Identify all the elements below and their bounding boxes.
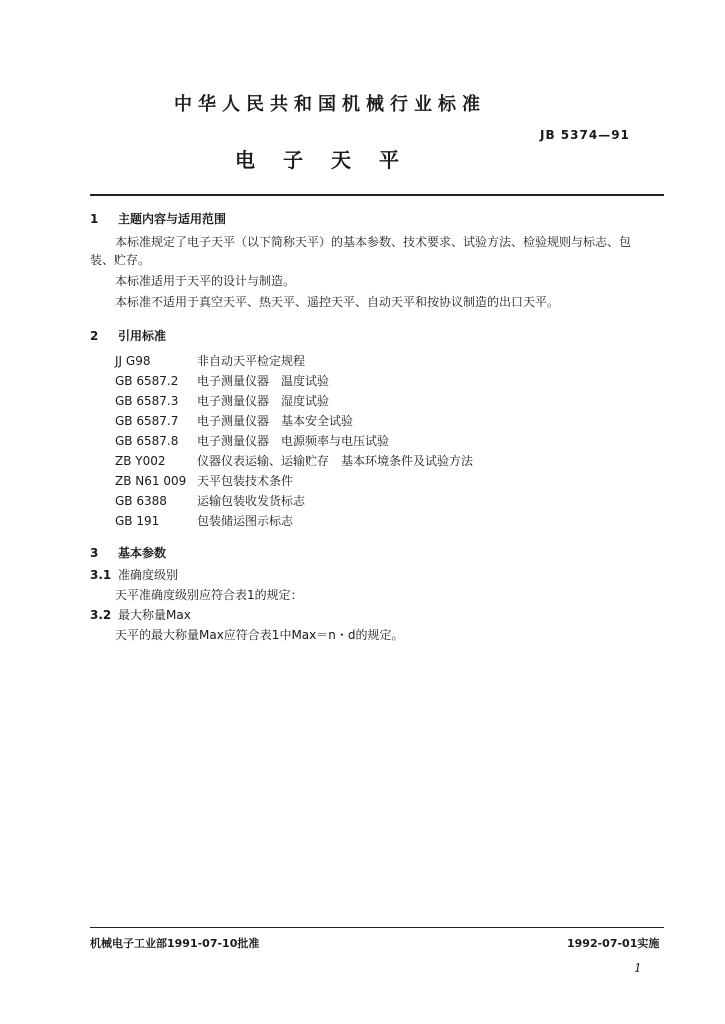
reference-title: 仪器仪表运输、运输贮存 基本环境条件及试验方法 — [197, 454, 474, 468]
reference-title: 包装储运图示标志 — [197, 514, 294, 528]
reference-row — [115, 352, 305, 370]
page-number: 1 — [634, 961, 642, 975]
reference-row — [115, 372, 329, 390]
reference-row — [115, 512, 293, 530]
section-1-para2: 本标准适用于天平的设计与制造。 — [115, 274, 296, 288]
reference-code: GB 191 — [115, 514, 160, 528]
reference-code: ZB Y002 — [115, 454, 166, 468]
subsection-title: 准确度级别 — [118, 568, 179, 582]
reference-code: JJ G98 — [115, 354, 151, 368]
reference-title: 非自动天平检定规程 — [197, 354, 306, 368]
reference-code: GB 6587.7 — [115, 414, 179, 428]
reference-title: 电子测量仪器 湿度试验 — [197, 394, 330, 408]
section-1-para1-line2: 装、贮存。 — [90, 253, 151, 267]
reference-title: 电子测量仪器 基本安全试验 — [197, 414, 354, 428]
section-1-heading — [90, 210, 226, 227]
approval-note: 机械电子工业部1991-07-10批准 — [90, 937, 260, 950]
subsection-3-1-text: 天平准确度级别应符合表1的规定： — [115, 588, 303, 602]
reference-title: 电子测量仪器 温度试验 — [197, 374, 330, 388]
standard-code: JB 5374—91 — [540, 128, 630, 142]
implementation-date: 1992-07-01实施 — [567, 937, 660, 950]
subsection-title: 最大称量Max — [118, 608, 191, 622]
section-3-heading — [90, 544, 166, 561]
reference-row — [115, 412, 353, 430]
section-title: 基本参数 — [118, 546, 167, 560]
subsection-number: 3.1 — [90, 568, 112, 582]
header-rule — [90, 194, 664, 196]
section-number: 3 — [90, 546, 99, 560]
subsection-3-2-text: 天平的最大称量Max应符合表1中Max＝n・d的规定。 — [115, 628, 404, 642]
reference-row — [115, 432, 389, 450]
reference-code: GB 6587.8 — [115, 434, 179, 448]
subsection-3-1-heading — [90, 566, 178, 584]
section-title: 引用标准 — [118, 329, 167, 343]
reference-code: GB 6587.3 — [115, 394, 179, 408]
reference-title: 运输包装收发货标志 — [197, 494, 306, 508]
reference-code: GB 6587.2 — [115, 374, 179, 388]
section-number: 1 — [90, 212, 99, 226]
document-title: 电子天平 — [235, 148, 427, 172]
section-1-para1-line1: 本标准规定了电子天平（以下简称天平）的基本参数、技术要求、试验方法、检验规则与标志、包 — [115, 235, 632, 249]
section-number: 2 — [90, 329, 99, 343]
reference-row — [115, 452, 473, 470]
reference-code: ZB N61 009 — [115, 474, 187, 488]
reference-code: GB 6388 — [115, 494, 167, 508]
section-1-para3: 本标准不适用于真空天平、热天平、遥控天平、自动天平和按协议制造的出口天平。 — [115, 295, 560, 309]
subsection-number: 3.2 — [90, 608, 112, 622]
reference-title: 电子测量仪器 电源频率与电压试验 — [197, 434, 390, 448]
section-title: 主题内容与适用范围 — [118, 212, 227, 226]
footer-rule — [90, 927, 664, 928]
reference-title: 天平包装技术条件 — [197, 474, 294, 488]
reference-row — [115, 392, 329, 410]
reference-row — [115, 472, 293, 490]
reference-row — [115, 492, 305, 510]
section-2-heading — [90, 327, 166, 344]
org-title: 中华人民共和国机械行业标准 — [174, 94, 486, 115]
subsection-3-2-heading — [90, 606, 191, 624]
